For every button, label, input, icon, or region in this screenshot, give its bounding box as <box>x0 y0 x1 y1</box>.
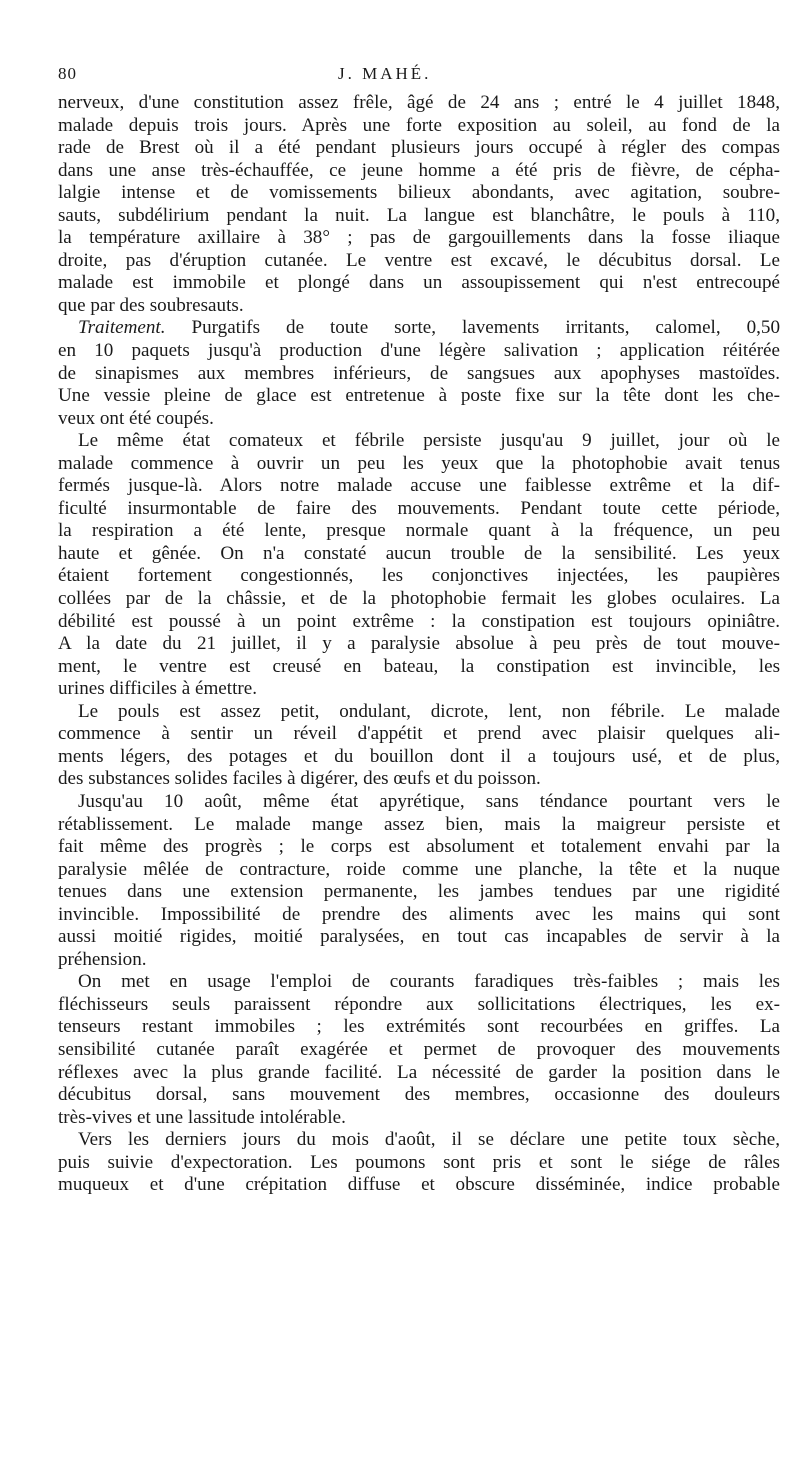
text-line: la température axillaire à 38° ; pas de gargouillements dans la fosse iliaque <box>58 227 780 249</box>
text-line: fait même des progrès ; le corps est absolument et totalement envahi par la <box>58 836 780 858</box>
text-line: paralysie mêlée de contracture, roide comme une planche, la tête et la nuque <box>58 858 780 880</box>
text-line: ficulté insurmontable de faire des mouvements. Pendant toute cette période, <box>58 497 780 519</box>
text-line: de sinapismes aux membres inférieurs, de sangsues aux apophyses mastoïdes. <box>58 362 780 384</box>
text-line: urines difficiles à émettre. <box>58 678 257 700</box>
running-header <box>58 62 780 92</box>
text-line: très-vives et une lassitude intolérable. <box>58 1106 346 1128</box>
text-line: malade depuis trois jours. Après une forte exposition au soleil, au fond de la <box>58 114 780 136</box>
text-line: étaient fortement congestionnés, les conjonctives injectées, les paupières <box>58 565 780 587</box>
text-line: haute et gênée. On n'a constaté aucun trouble de la sensibilité. Les yeux <box>58 542 780 564</box>
text-line: collées par de la châssie, et de la photophobie fermait les globes oculaires. La <box>58 588 780 610</box>
text-line: malade est immobile et plongé dans un assoupissement qui n'est entrecoupé <box>58 272 780 294</box>
page-number: 80 <box>58 64 77 83</box>
text-line: tenseurs restant immobiles ; les extrémités sont recourbées en griffes. La <box>58 1016 780 1038</box>
text-line: Jusqu'au 10 août, même état apyrétique, sans téndance pourtant vers le <box>78 790 780 812</box>
text-line: ments légers, des potages et du bouillon dont il a toujours usé, et de plus, <box>58 745 780 767</box>
text-line: Vers les derniers jours du mois d'août, il se déclare une petite toux sèche, <box>78 1129 780 1151</box>
text-line: débilité est poussé à un point extrême : la constipation est toujours opiniâtre. <box>58 610 780 632</box>
text-line: sensibilité cutanée paraît exagérée et permet de provoquer des mouvements <box>58 1038 780 1060</box>
text-line <box>58 317 780 340</box>
text-line: Une vessie pleine de glace est entretenue à poste fixe sur la tête dont les che- <box>58 385 780 407</box>
text-line: décubitus dorsal, sans mouvement des membres, occasionne des douleurs <box>58 1084 780 1106</box>
text-line: la respiration a été lente, presque normale quant à la fréquence, un peu <box>58 520 780 542</box>
document-page <box>58 62 780 1197</box>
text-line: ment, le ventre est creusé en bateau, la constipation est invincible, les <box>58 655 780 677</box>
text-line: lalgie intense et de vomissements bilieux abondants, avec agitation, soubre- <box>58 182 780 204</box>
text-line: muqueux et d'une crépitation diffuse et obscure disséminée, indice probable <box>58 1174 780 1196</box>
text-line: A la date du 21 juillet, il y a paralysie absolue à peu près de tout mouve- <box>58 633 780 655</box>
text-line: que par des soubresauts. <box>58 294 244 316</box>
text-line: dans une anse très-échauffée, ce jeune homme a été pris de fièvre, de cépha- <box>58 159 780 181</box>
text-line: réflexes avec la plus grande facilité. La nécessité de garder la position dans le <box>58 1061 780 1083</box>
text-line: préhension. <box>58 948 147 970</box>
text-line: fermés jusque-là. Alors notre malade accuse une faiblesse extrême et la dif- <box>58 475 780 497</box>
header-author: J. MAHÉ. <box>338 64 432 83</box>
text-line: des substances solides faciles à digérer, des œufs et du poisson. <box>58 768 541 790</box>
text-line: aussi moitié rigides, moitié paralysées, en tout cas incapables de servir à la <box>58 926 780 948</box>
text-line: puis suivie d'expectoration. Les poumons sont pris et sont le siége de râles <box>58 1151 780 1173</box>
text-line: On met en usage l'emploi de courants faradiques très-faibles ; mais les <box>78 971 780 993</box>
section-label-traitement: Traitement. <box>78 317 166 339</box>
text-line: invincible. Impossibilité de prendre des aliments avec les mains qui sont <box>58 903 780 925</box>
body-text <box>58 92 780 1197</box>
text-line: en 10 paquets jusqu'à production d'une légère salivation ; application réitérée <box>58 340 780 362</box>
text-line: malade commence à ouvrir un peu les yeux que la photophobie avait tenus <box>58 452 780 474</box>
text-line: Le pouls est assez petit, ondulant, dicrote, lent, non fébrile. Le malade <box>78 700 780 722</box>
text-line: droite, pas d'éruption cutanée. Le ventre est excavé, le décubitus dorsal. Le <box>58 249 780 271</box>
text-line: nerveux, d'une constitution assez frêle, âgé de 24 ans ; entré le 4 juillet 1848, <box>58 92 780 113</box>
text-line: tenues dans une extension permanente, les jambes tendues par une rigidité <box>58 881 780 903</box>
text-line: veux ont été coupés. <box>58 407 214 429</box>
text-line: fléchisseurs seuls paraissent répondre aux sollicitations électriques, les ex- <box>58 993 780 1015</box>
text-line: Le même état comateux et fébrile persiste jusqu'au 9 juillet, jour où le <box>78 430 780 452</box>
text-line: rétablissement. Le malade mange assez bien, mais la maigreur persiste et <box>58 813 780 835</box>
text-line: commence à sentir un réveil d'appétit et prend avec plaisir quelques ali- <box>58 723 780 745</box>
text-line: rade de Brest où il a été pendant plusieurs jours occupé à régler des compas <box>58 137 780 159</box>
text-segment: Purgatifs de toute sorte, lavements irritants, calomel, 0,50 <box>165 317 780 339</box>
text-line: sauts, subdélirium pendant la nuit. La langue est blanchâtre, le pouls à 110, <box>58 204 780 226</box>
